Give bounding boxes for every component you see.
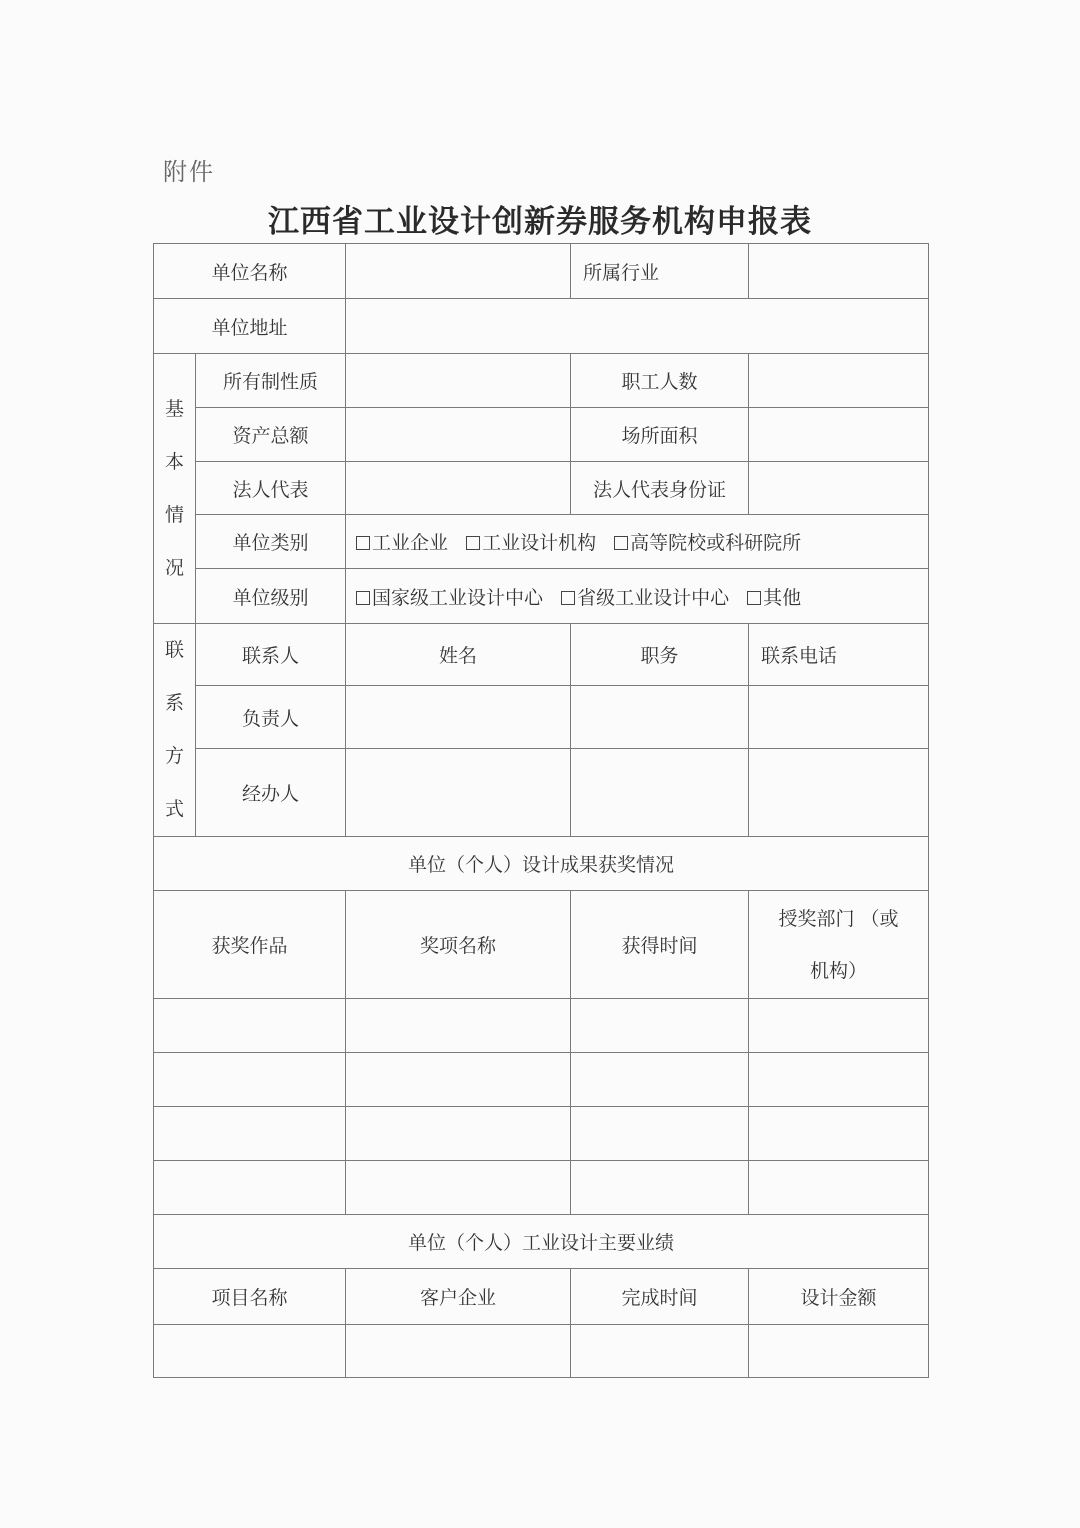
award-cell[interactable] <box>154 1053 346 1107</box>
employees-field[interactable] <box>749 354 929 408</box>
design-amount-header: 设计金额 <box>749 1269 929 1325</box>
row-unit-name <box>154 244 929 299</box>
row-ownership <box>154 354 929 408</box>
award-row <box>154 999 929 1053</box>
row-assets <box>154 408 929 462</box>
authority-line-2: 机构） <box>810 959 868 982</box>
level-option-other[interactable] <box>747 583 801 610</box>
award-row <box>154 1161 929 1215</box>
award-cell[interactable] <box>346 1161 571 1215</box>
phone-header: 联系电话 <box>749 624 929 686</box>
legal-rep-label: 法人代表 <box>196 462 346 515</box>
contact-char-1: 联 <box>164 639 184 661</box>
completion-time-header: 完成时间 <box>571 1269 749 1325</box>
level-options <box>346 569 929 624</box>
handler-name[interactable] <box>346 749 571 837</box>
award-cell[interactable] <box>571 1053 749 1107</box>
award-cell[interactable] <box>346 999 571 1053</box>
option-label: 省级工业设计中心 <box>577 586 730 609</box>
row-address <box>154 299 929 354</box>
award-row <box>154 1107 929 1161</box>
award-authority-header <box>749 891 929 999</box>
checkbox-icon[interactable] <box>561 591 575 605</box>
award-cell[interactable] <box>154 1161 346 1215</box>
award-row <box>154 1053 929 1107</box>
authority-line-1: 授奖部门 （或 <box>778 907 899 930</box>
page-title: 江西省工业设计创新券服务机构申报表 <box>268 204 812 240</box>
address-label: 单位地址 <box>154 299 346 354</box>
award-cell[interactable] <box>749 1161 929 1215</box>
award-cell[interactable] <box>154 999 346 1053</box>
person-in-charge-label: 负责人 <box>196 686 346 749</box>
performance-cell[interactable] <box>571 1325 749 1378</box>
award-cell[interactable] <box>571 1161 749 1215</box>
row-level <box>154 569 929 624</box>
performance-cell[interactable] <box>749 1325 929 1378</box>
legal-rep-field[interactable] <box>346 462 571 515</box>
performance-section-title: 单位（个人）工业设计主要业绩 <box>154 1215 929 1269</box>
award-work-header: 获奖作品 <box>154 891 346 999</box>
ownership-field[interactable] <box>346 354 571 408</box>
site-area-label: 场所面积 <box>571 408 749 462</box>
address-field[interactable] <box>346 299 929 354</box>
option-label: 国家级工业设计中心 <box>372 586 544 609</box>
checkbox-icon[interactable] <box>356 591 370 605</box>
category-option-industrial-enterprise[interactable] <box>356 528 448 555</box>
performance-cell[interactable] <box>346 1325 571 1378</box>
performance-row <box>154 1325 929 1378</box>
award-cell[interactable] <box>346 1107 571 1161</box>
performance-cell[interactable] <box>154 1325 346 1378</box>
category-option-university[interactable] <box>614 528 801 555</box>
row-category <box>154 515 929 569</box>
row-person-in-charge <box>154 686 929 749</box>
handler-phone[interactable] <box>749 749 929 837</box>
category-options <box>346 515 929 569</box>
award-cell[interactable] <box>749 1107 929 1161</box>
client-header: 客户企业 <box>346 1269 571 1325</box>
option-label: 高等院校或科研院所 <box>630 532 802 554</box>
row-legal-rep <box>154 462 929 515</box>
category-label: 单位类别 <box>196 515 346 569</box>
option-label: 工业企业 <box>372 532 449 554</box>
row-handler <box>154 749 929 837</box>
award-cell[interactable] <box>154 1107 346 1161</box>
checkbox-icon[interactable] <box>614 536 628 550</box>
person-in-charge-name[interactable] <box>346 686 571 749</box>
contact-person-label: 联系人 <box>196 624 346 686</box>
level-option-national[interactable] <box>356 583 543 610</box>
contact-char-3: 方 <box>164 745 184 767</box>
site-area-field[interactable] <box>749 408 929 462</box>
total-assets-field[interactable] <box>346 408 571 462</box>
unit-name-label: 单位名称 <box>154 244 346 299</box>
award-name-header: 奖项名称 <box>346 891 571 999</box>
basic-char-1: 基 <box>164 397 184 420</box>
award-time-header: 获得时间 <box>571 891 749 999</box>
award-cell[interactable] <box>749 1053 929 1107</box>
category-option-design-agency[interactable] <box>466 528 596 555</box>
unit-name-field[interactable] <box>346 244 571 299</box>
checkbox-icon[interactable] <box>356 536 370 550</box>
checkbox-icon[interactable] <box>466 536 480 550</box>
award-cell[interactable] <box>571 1107 749 1161</box>
row-awards-title <box>154 837 929 891</box>
basic-char-3: 情 <box>164 503 184 526</box>
attachment-label: 附件 <box>163 158 215 186</box>
person-in-charge-phone[interactable] <box>749 686 929 749</box>
checkbox-icon[interactable] <box>747 591 761 605</box>
legal-rep-id-field[interactable] <box>749 462 929 515</box>
contact-section-label <box>154 624 196 837</box>
contact-char-4: 式 <box>164 798 184 820</box>
handler-label: 经办人 <box>196 749 346 837</box>
row-awards-header <box>154 891 929 999</box>
award-cell[interactable] <box>346 1053 571 1107</box>
name-header: 姓名 <box>346 624 571 686</box>
handler-position[interactable] <box>571 749 749 837</box>
project-name-header: 项目名称 <box>154 1269 346 1325</box>
option-label: 工业设计机构 <box>482 532 597 554</box>
person-in-charge-position[interactable] <box>571 686 749 749</box>
row-performance-header <box>154 1269 929 1325</box>
basic-char-4: 况 <box>164 556 184 579</box>
industry-field[interactable] <box>749 244 929 299</box>
application-form-table <box>153 243 929 1378</box>
awards-section-title: 单位（个人）设计成果获奖情况 <box>154 837 929 891</box>
position-header: 职务 <box>571 624 749 686</box>
employees-label: 职工人数 <box>571 354 749 408</box>
total-assets-label: 资产总额 <box>196 408 346 462</box>
basic-info-section-label <box>154 354 196 624</box>
level-label: 单位级别 <box>196 569 346 624</box>
award-cell[interactable] <box>749 999 929 1053</box>
ownership-label: 所有制性质 <box>196 354 346 408</box>
row-performance-title <box>154 1215 929 1269</box>
legal-rep-id-label: 法人代表身份证 <box>571 462 749 515</box>
industry-label: 所属行业 <box>571 244 749 299</box>
award-cell[interactable] <box>571 999 749 1053</box>
option-label: 其他 <box>763 586 802 609</box>
basic-char-2: 本 <box>164 450 184 473</box>
row-contact-header <box>154 624 929 686</box>
level-option-provincial[interactable] <box>561 583 729 610</box>
contact-char-2: 系 <box>164 692 184 714</box>
